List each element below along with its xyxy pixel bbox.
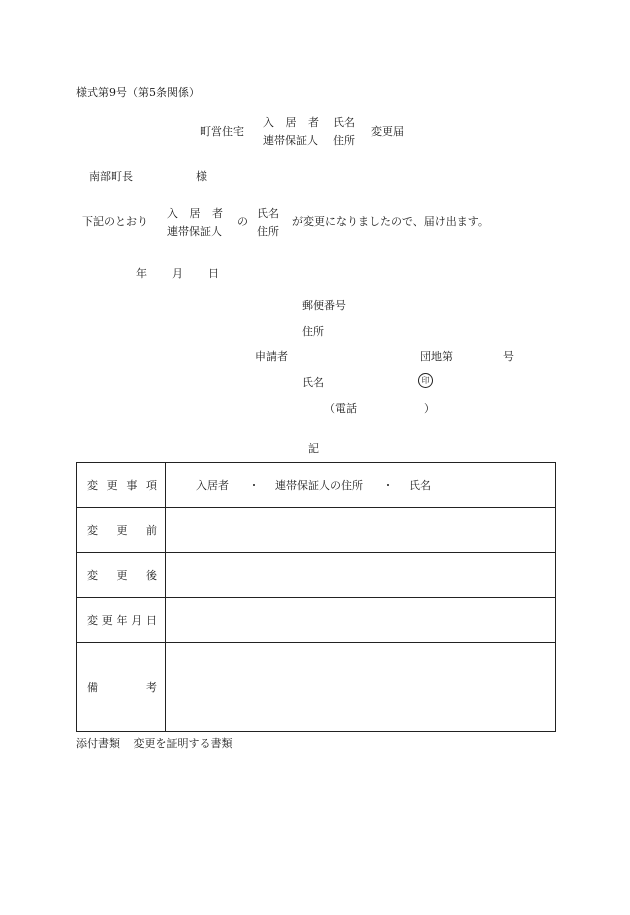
label-char: 者 (308, 116, 319, 129)
body-tail: が変更になりましたので、届け出ます。 (292, 215, 489, 228)
table-row (77, 508, 556, 553)
label-char: 更 (106, 479, 118, 492)
label-char: 居 (285, 116, 297, 129)
label-char: 事 (126, 479, 138, 492)
table-row (77, 643, 556, 732)
label-char: 更 (101, 614, 113, 627)
date-month: 月 (172, 267, 183, 280)
value-cell[interactable] (166, 598, 556, 643)
title-role-resident (263, 114, 319, 130)
seal-icon: 印 (418, 373, 433, 388)
date-year: 年 (136, 267, 147, 280)
label-char: 考 (146, 681, 157, 694)
value-cell[interactable] (166, 643, 556, 732)
addressee-honorific: 様 (196, 170, 207, 183)
attachments-label: 添付書類 (76, 737, 120, 750)
table-row (77, 553, 556, 598)
body-particle: の (237, 215, 248, 228)
label-char: 入 (263, 116, 274, 129)
row-label (77, 508, 166, 553)
label-char: 年 (116, 614, 128, 627)
label-char: 更 (116, 524, 128, 537)
value-cell[interactable] (166, 508, 556, 553)
label-char: 前 (146, 524, 157, 537)
option-separator: ・ (248, 479, 260, 492)
body-role-guarantor: 連帯保証人 (167, 225, 222, 238)
option-separator: ・ (382, 479, 394, 492)
body-item-address: 住所 (257, 225, 279, 238)
attachments-value: 変更を証明する書類 (133, 737, 233, 750)
row-label (77, 553, 166, 598)
postal-label: 郵便番号 (302, 299, 346, 312)
option-resident: 入居者 (196, 479, 229, 492)
label-char: 変 (87, 479, 98, 492)
change-table (76, 462, 556, 732)
body-lead: 下記のとおり (82, 215, 148, 228)
row-label (77, 598, 166, 643)
phone-open: （電話 (324, 402, 357, 415)
label-char: 変 (87, 614, 98, 627)
label-char: 日 (146, 614, 157, 627)
label-char: 入 (167, 207, 178, 220)
title-items (333, 114, 355, 148)
form-number: 様式第9号（第5条関係） (76, 86, 200, 99)
row-label (77, 643, 166, 732)
body-roles (167, 205, 223, 239)
danchi-label: 団地第 (420, 350, 453, 363)
ki-heading: 記 (308, 442, 319, 455)
addressee-name: 南部町長 (89, 170, 133, 183)
value-cell[interactable] (166, 553, 556, 598)
title-roles (263, 114, 319, 148)
attachments (76, 735, 233, 751)
date-day: 日 (208, 267, 219, 280)
number-suffix: 号 (503, 350, 514, 363)
label-char: 変 (87, 569, 98, 582)
table-row (77, 463, 556, 508)
label-char: 居 (189, 207, 201, 220)
seal-mark (418, 373, 433, 388)
title-prefix: 町営住宅 (200, 125, 244, 138)
option-guarantor-address: 連帯保証人の住所 (275, 479, 363, 492)
address-label: 住所 (302, 325, 324, 338)
label-char: 更 (116, 569, 128, 582)
change-items-cell (166, 463, 556, 508)
phone-close: ） (424, 402, 435, 415)
label-char: 後 (146, 569, 157, 582)
label-char: 備 (87, 681, 98, 694)
option-name: 氏名 (409, 479, 431, 492)
table-row (77, 598, 556, 643)
applicant-label: 申請者 (255, 350, 288, 363)
title-item-address: 住所 (333, 134, 355, 147)
name-label: 氏名 (302, 376, 324, 389)
label-char: 項 (145, 479, 157, 492)
title-suffix: 変更届 (371, 125, 404, 138)
label-char: 変 (87, 524, 98, 537)
label-char: 月 (131, 614, 143, 627)
row-label (77, 463, 166, 508)
title-role-guarantor: 連帯保証人 (263, 134, 318, 147)
label-char: 者 (212, 207, 223, 220)
body-item-name: 氏名 (257, 207, 279, 220)
title-item-name: 氏名 (333, 116, 355, 129)
body-items (257, 205, 279, 239)
body-role-resident (167, 205, 223, 221)
